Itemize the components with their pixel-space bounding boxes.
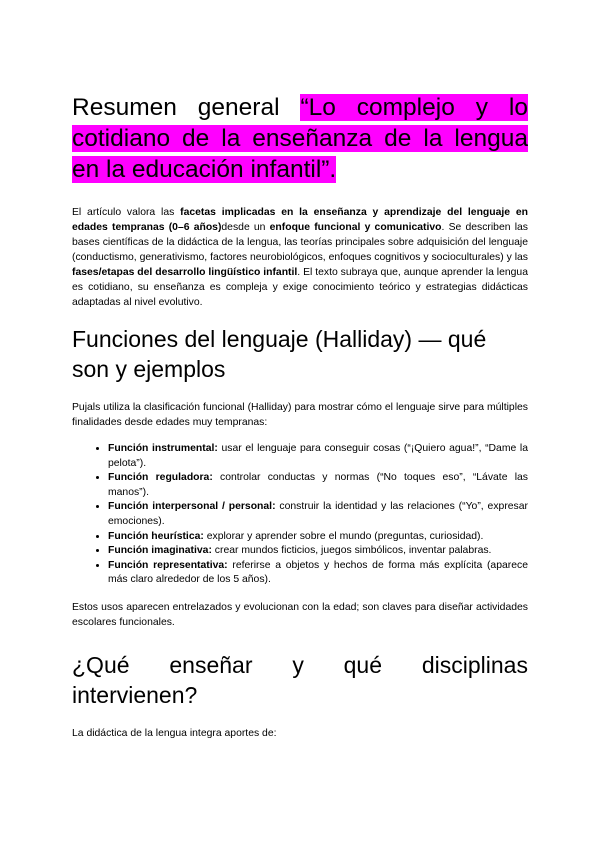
intro-text-4: . El texto subraya que, aunque aprender la lengua es cotidiano, su enseñanza es compleja y exige conocimiento teórico y estrategias didácticas adaptadas al nivel evolutivo. [72,267,528,308]
section-heading-que-ensenar [72,650,528,710]
list-item [108,530,528,545]
list-item-term: Función heurística: [108,530,204,542]
heading-word: disciplinas [421,651,528,678]
heading-word: enseñar [169,651,253,678]
title-plain: Resumen general [72,94,301,121]
list-item [108,559,528,588]
intro-bold-1: facetas implicadas en la enseñanza y aprendizaje del lenguaje en edades tempranas (0–6 años) [72,207,528,233]
list-item-term: Función interpersonal / personal: [108,501,276,513]
heading-line-2: intervienen? [72,681,198,708]
intro-bold-2: enfoque funcional y comunicativo [269,222,442,233]
intro-bold-3: fases/etapas del desarrollo lingüístico infantil [72,267,298,278]
document-page [72,92,528,753]
list-item [108,544,528,559]
title-highlighted: “Lo complejo y lo cotidiano de la enseñanza de la lengua en la educación infantil”. [72,94,528,183]
list-item [108,471,528,500]
heading-word: ¿Qué [72,651,130,678]
section2-closing: Estos usos aparecen entrelazados y evolucionan con la edad; son claves para diseñar actividades escolares funcionales. [72,601,528,628]
heading-line-1 [72,650,528,680]
list-item [108,500,528,529]
list-item-text: explorar y aprender sobre el mundo (preguntas, curiosidad). [203,530,484,542]
list-item-term: Función instrumental: [108,443,218,454]
page-title [72,92,528,185]
section2-intro: Pujals utiliza la clasificación funcional (Halliday) para mostrar cómo el lenguaje sirve para múltiples finalidades desde edades muy tempranas: [72,402,528,428]
list-item-term: Función representativa: [108,559,228,571]
heading-word: qué [343,651,383,678]
list-item-text: crear mundos ficticios, juegos simbólicos, inventar palabras. [211,545,492,557]
list-item-text: controlar conductas y normas (“No toques eso”, “Lávate las manos”). [108,472,528,498]
list-item-text: referirse a objetos y hechos de forma más explícita (aparece más claro alrededor de los 5 años). [108,559,528,586]
list-item-text: usar el lenguaje para conseguir cosas (“¡Quiero agua!”, “Dame la pelota”). [108,443,528,469]
intro-text-1: El artículo valora las [72,207,181,218]
intro-text-3: . Se describen las bases científicas de la didáctica de la lengua, las teorías principales sobre adquisición del lenguaje (conductismo, generativismo, factores neurobiológicos, enfoques cognitivos y socioculturales) y las [72,222,528,263]
heading-word: y [292,651,304,678]
intro-text-2: desde un [221,222,270,233]
section-heading-funciones: Funciones del lenguaje (Halliday) — qué son y ejemplos [72,326,487,382]
list-item [108,442,528,471]
list-item-text: construir la identidad y las relaciones (“Yo”, expresar emociones). [108,501,528,527]
section3-intro: La didáctica de la lengua integra aportes de: [72,727,277,739]
list-item-term: Función imaginativa: [108,545,212,557]
list-item-term: Función reguladora: [108,472,213,484]
function-list [72,442,528,588]
intro-paragraph [72,205,528,310]
